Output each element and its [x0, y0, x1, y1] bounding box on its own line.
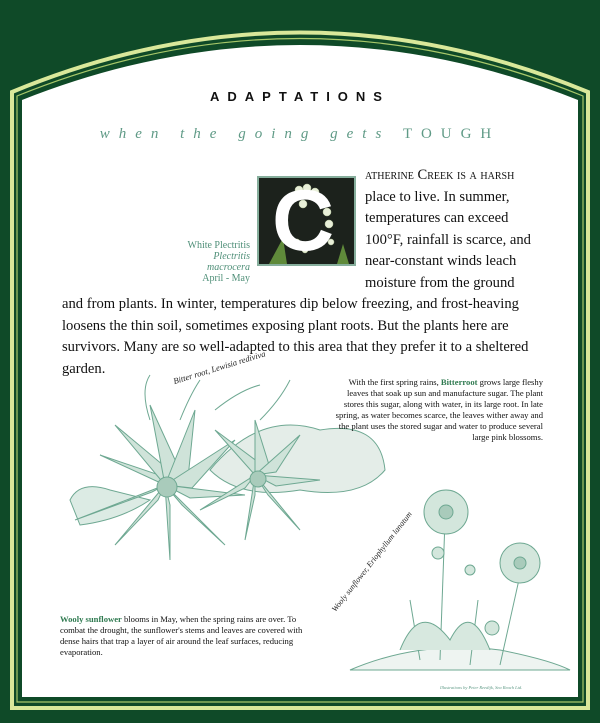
sunflower-illustration	[350, 490, 570, 670]
bitterroot-description	[330, 377, 543, 443]
caption-latin-name: Plectritis macrocera	[207, 251, 250, 273]
sunflower-credit: Wooly sunflower, Eriophyllum lanatum	[330, 509, 414, 614]
intro-paragraph	[62, 165, 538, 380]
caption-common-name: White Plectritis	[187, 240, 250, 251]
bitterroot-name: Bitterroot	[440, 377, 478, 387]
drop-cap-letter: C	[272, 176, 335, 266]
sunflower-description	[60, 614, 312, 658]
photo-wrap-space	[62, 165, 365, 275]
panel-heading: ADAPTATIONS	[210, 89, 390, 104]
sunflower-text: blooms in May, when the spring rains are over. To combat the drought, the sunflower's stems and leaves are covered with dense hairs that trap a layer of air around the leaf surfaces, reducing evaporation.	[60, 614, 303, 657]
bitterroot-credit: Bitter root, Lewisia rediviva	[172, 348, 267, 386]
illustration-credit: Illustrations by Peter Reedijk, Sea Reach Ltd.	[440, 685, 523, 690]
bitterroot-text-after: grows large fleshy leaves that soak up sun and manufacture sugar. The plant stores this sugar, along with water, in its large root. In late spring, as water becomes scarce, the leaves wither away and the plant uses the stored sugar and water to produce several large pink blossoms.	[335, 377, 543, 442]
bitterroot-text-before: With the first spring rains,	[348, 377, 441, 387]
sunflower-name: Wooly sunflower	[60, 614, 122, 624]
subheading-plain: when the going gets	[99, 126, 404, 142]
caption-season: April - May	[202, 273, 250, 284]
intro-text: place to live. In summer, temperatures can exceed 100°F, rainfall is scarce, and near-constant winds leach moisture from the ground and from plants. In winter, temperatures dip below freezing, and frost-heaving loosens the thin soil, sometimes exposing plant roots. But the plants here are survivors. Many are so well-adapted to this area that they prefer it to a sheltered garden.	[62, 188, 531, 377]
intro-lead-smallcaps: atherine Creek is a harsh	[365, 167, 515, 183]
panel-subheading	[0, 126, 600, 143]
subheading-emphasis: TOUGH	[403, 126, 501, 142]
